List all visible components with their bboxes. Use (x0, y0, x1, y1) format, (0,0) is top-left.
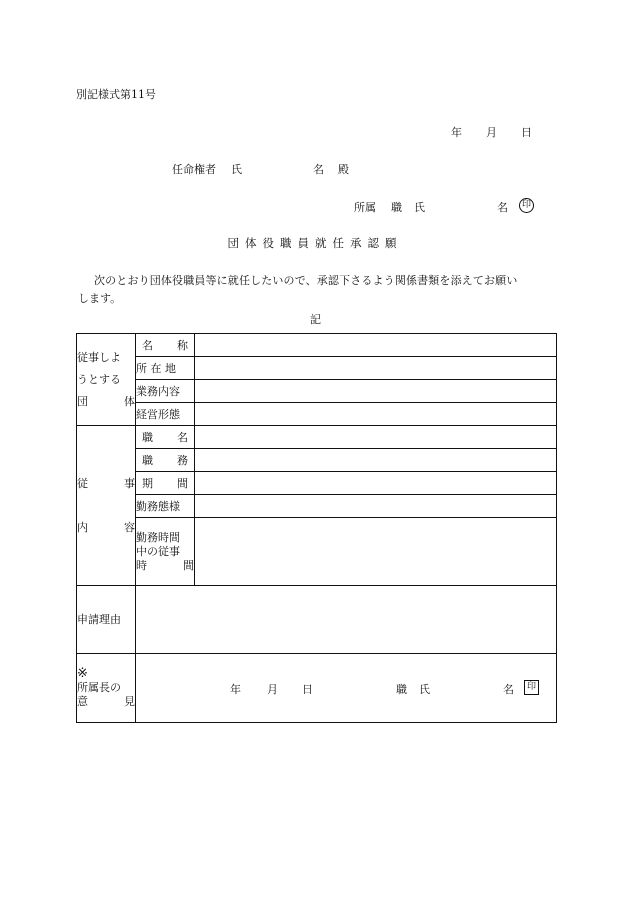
table-row (77, 495, 557, 518)
opinion-seal-icon: 印 (524, 680, 539, 695)
applicant-post: 職 (391, 201, 402, 214)
application-table (76, 333, 557, 723)
form-number: 別記様式第11号 (76, 88, 156, 101)
date-month: 月 (486, 126, 497, 139)
work-duty-field[interactable] (195, 449, 557, 472)
applicant-seal-icon: 印 (519, 198, 534, 213)
work-mode-field[interactable] (195, 495, 557, 518)
applicant-affiliation: 所属 (354, 201, 376, 214)
group-business-label: 業務内容 (136, 380, 195, 403)
opinion-shi: 氏 (419, 683, 430, 696)
table-row (77, 357, 557, 380)
date-year: 年 (451, 126, 462, 139)
work-category-line2: 内 容 (77, 520, 135, 534)
opinion-year: 年 (230, 683, 241, 696)
applicant-line (0, 199, 630, 215)
opinion-month: 月 (267, 683, 278, 696)
table-row (77, 426, 557, 449)
work-category-line1: 従 事 (77, 476, 135, 490)
table-row (77, 518, 557, 586)
ki-heading: 記 (310, 313, 321, 326)
addressee-honorific: 殿 (338, 163, 349, 176)
work-category-cell (77, 426, 136, 586)
work-post-label: 職 名 (136, 426, 195, 449)
work-duty-label: 職 務 (136, 449, 195, 472)
date-line (0, 124, 630, 138)
group-category-line3: 団 体 (77, 394, 135, 408)
intro-line-1: 次のとおり団体役職員等に就任したいので、承認下さるよう関係書類を添えてお願い (94, 274, 518, 287)
group-business-field[interactable] (195, 380, 557, 403)
group-category-line2: うとする (77, 372, 121, 386)
work-hours-field[interactable] (195, 518, 557, 586)
table-row (77, 449, 557, 472)
group-category-line1: 従事しよ (77, 350, 121, 364)
group-location-field[interactable] (195, 357, 557, 380)
work-mode-label: 勤務態様 (136, 495, 195, 518)
intro-line-2: します。 (78, 292, 122, 305)
addressee-mei: 名 (313, 163, 324, 176)
group-category-cell (77, 334, 136, 426)
opinion-day: 日 (302, 683, 313, 696)
addressee-line (0, 161, 630, 175)
work-period-field[interactable] (195, 472, 557, 495)
group-name-label: 名 称 (136, 334, 195, 357)
applicant-shi: 氏 (414, 201, 425, 214)
table-row (77, 380, 557, 403)
group-name-field[interactable] (195, 334, 557, 357)
work-hours-label: 勤務時間 中の従事 時 間 (136, 518, 195, 586)
group-management-field[interactable] (195, 403, 557, 426)
reason-label: 申請理由 (77, 586, 136, 654)
table-row (77, 654, 557, 723)
opinion-mei: 名 (503, 683, 514, 696)
reason-field[interactable] (136, 586, 557, 654)
opinion-field[interactable] (136, 654, 557, 723)
table-row (77, 403, 557, 426)
table-row (77, 334, 557, 357)
addressee-prefix: 任命権者 (172, 163, 216, 176)
document-title: 団体役職員就任承認願 (227, 236, 403, 250)
opinion-post: 職 (396, 683, 407, 696)
table-row (77, 472, 557, 495)
opinion-label: ※ 所属長の 意 見 (77, 654, 136, 723)
applicant-mei: 名 (497, 201, 508, 214)
group-location-label: 所 在 地 (136, 357, 195, 380)
addressee-shi: 氏 (231, 163, 242, 176)
work-period-label: 期 間 (136, 472, 195, 495)
table-row (77, 586, 557, 654)
group-management-label: 経営形態 (136, 403, 195, 426)
date-day: 日 (521, 126, 532, 139)
work-post-field[interactable] (195, 426, 557, 449)
